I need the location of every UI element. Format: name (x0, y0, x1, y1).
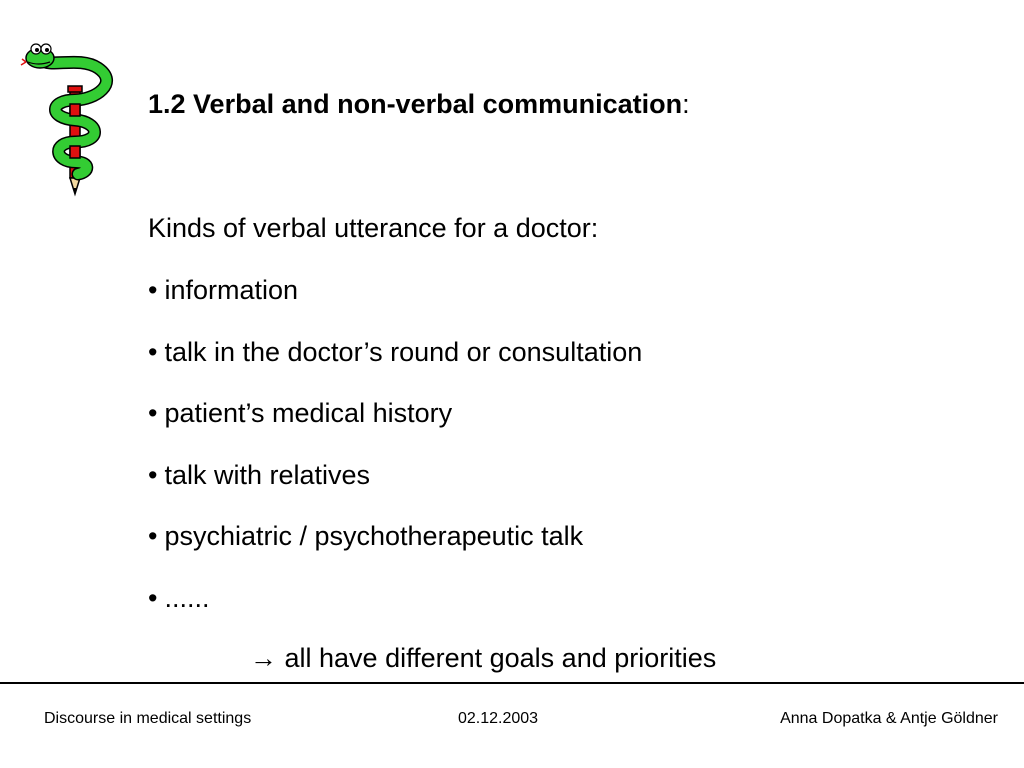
slide-title (148, 86, 690, 122)
list-item (148, 580, 642, 642)
list-item-text: talk in the doctor’s round or consultation (164, 336, 643, 367)
slide-title-main: 1.2 Verbal and non-verbal communication (148, 89, 683, 119)
list-item-text: patient’s medical history (164, 398, 453, 428)
list-item (148, 518, 642, 580)
list-item (148, 334, 642, 396)
bullet-icon: • (148, 275, 158, 305)
footer-title: Discourse in medical settings (44, 710, 252, 727)
footer-authors: Anna Dopatka & Antje Göldner (780, 710, 998, 727)
bullet-list (148, 272, 642, 641)
bullet-icon: • (148, 459, 158, 490)
snake-staff-icon (20, 38, 130, 198)
list-item (148, 272, 642, 334)
bullet-icon: • (148, 582, 158, 613)
bullet-icon: • (148, 398, 158, 428)
list-item (148, 395, 642, 457)
bullet-icon: • (148, 521, 158, 551)
list-item-text: talk with relatives (164, 459, 371, 490)
list-item (148, 457, 642, 519)
footer-divider (0, 682, 1024, 684)
bullet-icon: • (148, 336, 158, 367)
list-item-text: ...... (164, 582, 210, 613)
list-item-text: psychiatric / psychotherapeutic talk (164, 521, 584, 551)
footer-date: 02.12.2003 (458, 710, 539, 727)
conclusion-text: → all have different goals and priorities (250, 643, 717, 673)
slide-title-suffix: : (682, 89, 690, 119)
intro-text: Kinds of verbal utterance for a doctor: (148, 213, 599, 243)
list-item-text: information (164, 275, 299, 305)
